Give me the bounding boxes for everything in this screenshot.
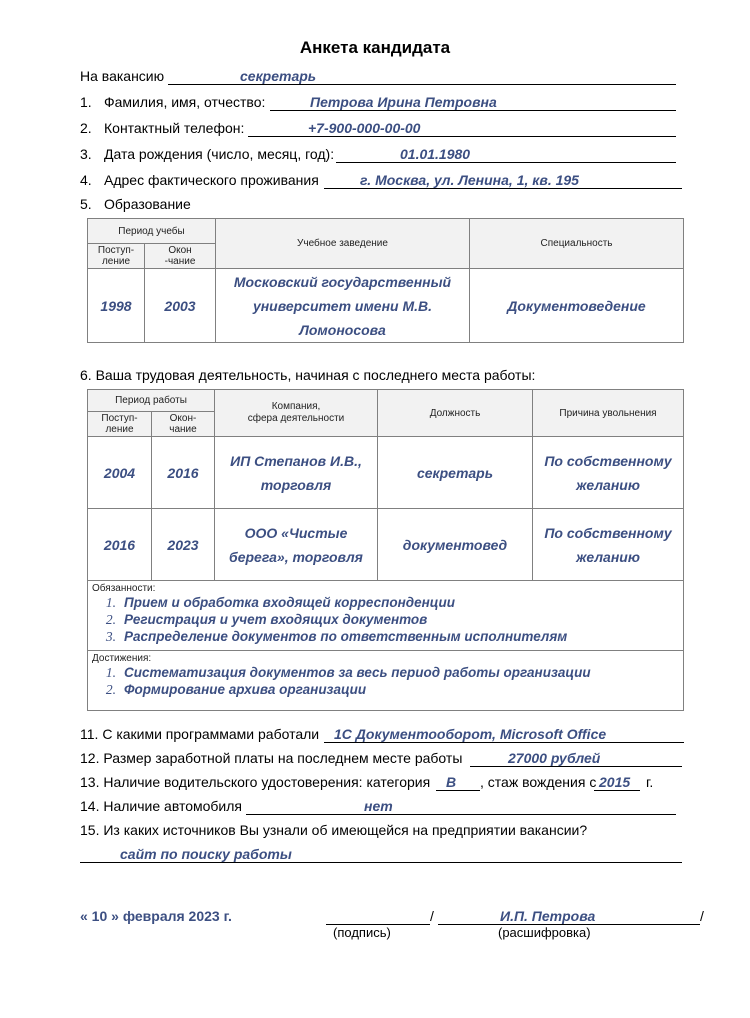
date: « 10 » февраля 2023 г.	[80, 908, 232, 924]
decoding-name: И.П. Петрова	[500, 908, 596, 924]
q13-suffix: г.	[646, 774, 654, 790]
work-start: 2004	[88, 437, 152, 509]
achievements-cell	[88, 651, 684, 711]
signature-caption: (подпись)	[333, 925, 391, 940]
field-2-label: Контактный телефон:	[104, 120, 245, 136]
edu-institution: Московский государственный университет имени М.В. Ломоносова	[216, 269, 470, 343]
question-12: 12. Размер заработной платы на последнем месте работы	[80, 750, 463, 766]
q11-input[interactable]	[324, 724, 684, 743]
q15-input[interactable]	[80, 844, 682, 863]
question-15: 15. Из каких источников Вы узнали об имеющейся на предприятии вакансии?	[80, 822, 588, 838]
work-start-header: Поступ- ление	[88, 412, 152, 437]
work-start: 2016	[88, 509, 152, 581]
work-table	[87, 389, 684, 711]
field-2-value: +7-900-000-00-00	[308, 120, 421, 136]
achievements-row	[88, 651, 684, 711]
edu-start: 1998	[88, 269, 145, 343]
work-company: ИП Степанов И.В., торговля	[215, 437, 378, 509]
edu-specialty: Документоведение	[470, 269, 684, 343]
achievement-item	[92, 681, 679, 698]
edu-institution-header: Учебное заведение	[216, 219, 470, 269]
field-2-input[interactable]	[248, 118, 676, 137]
duties-cell	[88, 581, 684, 651]
separator-1: /	[430, 908, 434, 924]
q14-value: нет	[364, 798, 393, 814]
achievement-num: 1.	[105, 665, 116, 680]
duties-row	[88, 581, 684, 651]
field-4-label: Адрес фактического проживания	[104, 172, 319, 188]
q12-value: 27000 рублей	[508, 750, 601, 766]
field-4	[80, 172, 319, 188]
page-title: Анкета кандидата	[299, 38, 451, 57]
duty-item	[92, 594, 679, 611]
edu-row	[88, 269, 684, 343]
edu-start-header: Поступ- ление	[88, 244, 145, 269]
work-reason: По собственному желанию	[533, 509, 684, 581]
work-row	[88, 509, 684, 581]
field-2	[80, 120, 244, 136]
work-position-header: Должность	[378, 390, 533, 437]
work-heading: 6. Ваша трудовая деятельность, начиная с последнего места работы:	[80, 367, 536, 383]
work-position: документовед	[378, 509, 533, 581]
field-2-num: 2.	[80, 120, 92, 136]
duty-num: 2.	[105, 612, 116, 627]
field-1-input[interactable]	[270, 92, 676, 111]
q11-value: 1С Документооборот, Microsoft Office	[334, 726, 607, 742]
field-1-label: Фамилия, имя, отчество:	[104, 94, 266, 110]
q13-label: 13. Наличие водительского удостоверения: категория	[80, 774, 431, 790]
work-company-header: Компания, сфера деятельности	[215, 390, 378, 437]
decoding-line[interactable]	[438, 906, 700, 925]
achievement-text: Систематизация документов за весь период работы организации	[124, 665, 591, 680]
vacancy-field[interactable]	[168, 66, 676, 85]
field-4-input[interactable]	[324, 170, 682, 189]
decoding-caption: (расшифровка)	[498, 925, 591, 940]
field-1-value: Петрова Ирина Петровна	[310, 94, 497, 110]
work-company: ООО «Чистые берега», торговля	[215, 509, 378, 581]
edu-specialty-header: Специальность	[470, 219, 684, 269]
field-3	[80, 146, 334, 162]
work-period-header: Период работы	[88, 390, 215, 412]
work-reason: По собственному желанию	[533, 437, 684, 509]
field-3-value: 01.01.1980	[400, 146, 471, 162]
education-table	[87, 218, 684, 343]
edu-period-header: Период учебы	[88, 219, 216, 244]
field-3-label: Дата рождения (число, месяц, год):	[104, 146, 335, 162]
work-row	[88, 437, 684, 509]
field-3-input[interactable]	[336, 144, 676, 163]
achievements-label: Достижения:	[92, 653, 152, 664]
q13-category-input[interactable]	[436, 772, 480, 791]
duty-num: 1.	[105, 595, 116, 610]
q15-value: сайт по поиску работы	[120, 846, 292, 862]
field-1-num: 1.	[80, 94, 92, 110]
duty-text: Прием и обработка входящей корреспонденции	[124, 595, 455, 610]
work-end: 2016	[152, 437, 215, 509]
field-1	[80, 94, 265, 110]
duties-label: Обязанности:	[92, 583, 156, 594]
field-4-num: 4.	[80, 172, 92, 188]
q14-input[interactable]	[246, 796, 676, 815]
edu-end: 2003	[145, 269, 216, 343]
field-3-num: 3.	[80, 146, 92, 162]
duty-text: Распределение документов по ответственным исполнителям	[124, 629, 568, 644]
work-end: 2023	[152, 509, 215, 581]
vacancy-value: секретарь	[240, 68, 317, 84]
achievement-text: Формирование архива организации	[124, 682, 367, 697]
q13-year-input[interactable]	[594, 772, 640, 791]
edu-end-header: Окон -чание	[145, 244, 216, 269]
duty-item	[92, 611, 679, 628]
duty-num: 3.	[105, 629, 116, 644]
field-4-value: г. Москва, ул. Ленина, 1, кв. 195	[360, 172, 579, 188]
question-13	[80, 774, 430, 790]
question-11: 11. С какими программами работали	[80, 726, 320, 742]
work-position: секретарь	[378, 437, 533, 509]
work-reason-header: Причина увольнения	[533, 390, 684, 437]
duty-item	[92, 628, 679, 645]
separator-2: /	[700, 908, 704, 924]
q12-input[interactable]	[470, 748, 682, 767]
q13-category: B	[446, 774, 457, 790]
achievement-num: 2.	[105, 682, 116, 697]
vacancy-row	[80, 68, 164, 84]
field-5	[80, 196, 191, 212]
q13-mid: , стаж вождения с	[480, 774, 597, 790]
signature-line[interactable]	[326, 906, 430, 925]
field-5-label: Образование	[104, 196, 191, 212]
duty-text: Регистрация и учет входящих документов	[124, 612, 428, 627]
work-end-header: Окон- чание	[152, 412, 215, 437]
q13-year: 2015	[599, 774, 631, 790]
field-5-num: 5.	[80, 196, 92, 212]
question-14: 14. Наличие автомобиля	[80, 798, 242, 814]
vacancy-label: На вакансию	[80, 68, 165, 84]
achievement-item	[92, 664, 679, 681]
